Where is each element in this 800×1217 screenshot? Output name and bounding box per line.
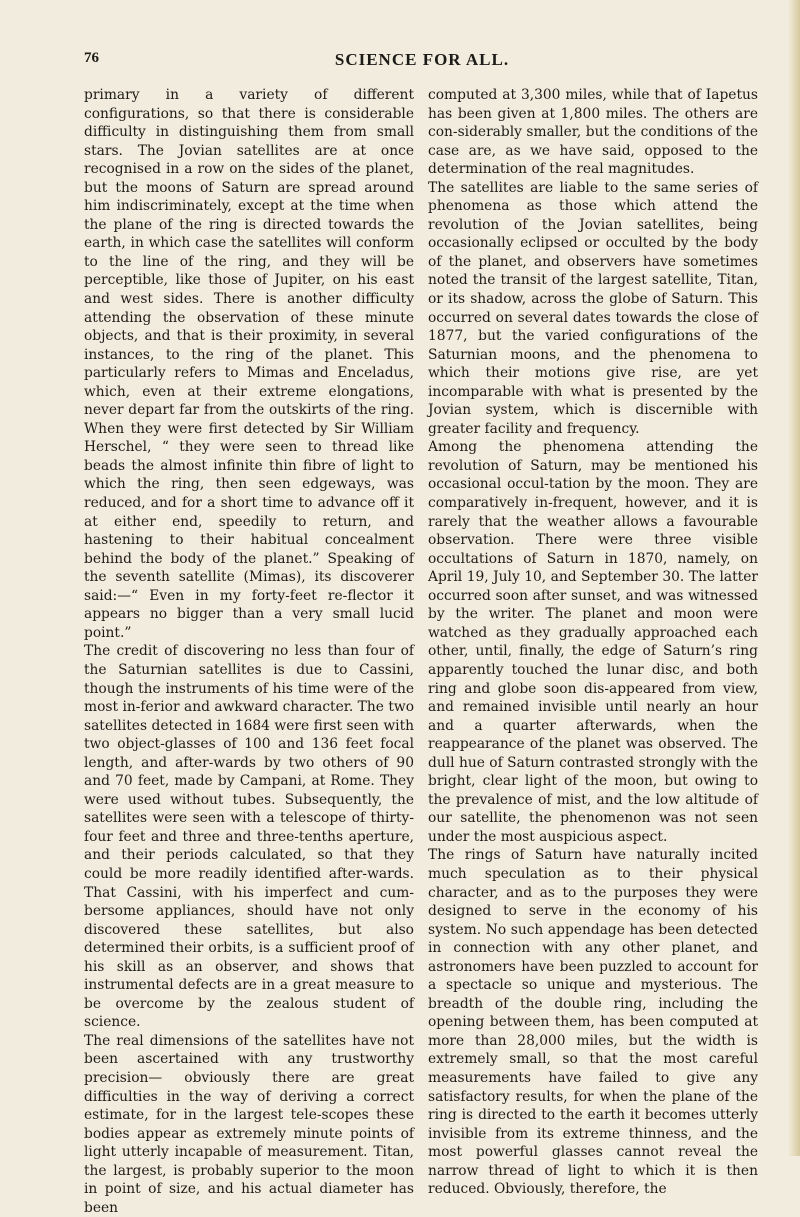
page-edge <box>788 0 800 1156</box>
paragraph: Among the phenomena attending the revolution of Saturn, may be mentioned his occasional occul-tation by the moon. They are comparatively in-frequent, however, and it is rarely that the weather allows a favourable observation. There were three visible occultations of Saturn in 1870, namely, on April 19, July 10, and September 30. The latter occurred soon after sunset, and was witnessed by the writer. The planet and moon were watched as they gradually approached each other, until, finally, the edge of Saturn’s ring apparently touched the lunar disc, and both ring and globe soon dis-appeared from view, and remained invisible until nearly an hour and a quarter afterwards, when the reappearance of the planet was observed. The dull hue of Saturn contrasted strongly with the bright, clear light of the moon, but owing to the prevalence of mist, and the low altitude of our satellite, the phenomenon was not seen under the most auspicious aspect. <box>428 439 758 845</box>
right-column <box>428 86 758 1198</box>
paragraph: The satellites are liable to the same series of phenomena as those which attend the revolution of the Jovian satellites, being occasionally eclipsed or occulted by the body of the planet, and observers have sometimes noted the transit of the largest satellite, Titan, or its shadow, across the globe of Saturn. This occurred on several dates towards the close of 1877, but the varied configurations of the Saturnian moons, and the phenomena to which their motions give rise, are yet incomparable with what is presented by the Jovian system, which is discernible with greater facility and frequency. <box>428 179 758 437</box>
paragraph: primary in a variety of different configurations, so that there is considerable difficulty in distinguishing them from small stars. The Jovian satellites are at once recognised in a row on the sides of the planet, but the moons of Saturn are spread around him indiscriminately, except at the time when the plane of the ring is directed towards the earth, in which case the satellites will conform to the line of the ring, and they will be perceptible, like those of Jupiter, on his east and west sides. There is another difficulty attending the observation of these minute objects, and that is their proximity, in several instances, to the ring of the planet. This particularly refers to Mimas and Enceladus, which, even at their extreme elongations, never depart far from the outskirts of the ring. When they were first detected by Sir William Herschel, “ they were seen to thread like beads the almost infinite thin fibre of light to which the ring, then seen edgeways, was reduced, and for a short time to advance off it at either end, speedily to return, and hastening to their habitual concealment behind the body of the planet.” Speaking of the seventh satellite (Mimas), its discoverer said:—“ Even in my forty-feet re-flector it appears no bigger than a very small lucid point.” <box>84 87 414 641</box>
page-number: 76 <box>84 50 99 66</box>
left-column <box>84 86 414 1216</box>
paragraph: computed at 3,300 miles, while that of Iapetus has been given at 1,800 miles. The others are con-siderably smaller, but the conditions of the case are, as we have said, opposed to the determination of the real magnitudes. <box>428 87 758 178</box>
paragraph: The rings of Saturn have naturally incited much speculation as to their physical character, and as to the purposes they were designed to serve in the economy of his system. No such appendage has been detected in connection with any other planet, and astronomers have been puzzled to account for a spectacle so unique and mysterious. The breadth of the double ring, including the opening between them, has been computed at more than 28,000 miles, but the width is extremely small, so that the most careful measurements have failed to give any satisfactory results, for when the plane of the ring is directed to the earth it becomes utterly invisible from its extreme thinness, and the most powerful glasses cannot reveal the narrow thread of light to which it is then reduced. Obviously, therefore, the <box>428 847 758 1198</box>
paragraph: The credit of discovering no less than four of the Saturnian satellites is due to Cassini, though the instruments of his time were of the most in-ferior and awkward character. The two satellites detected in 1684 were first seen with two object-glasses of 100 and 136 feet focal length, and after-wards by two others of 90 and 70 feet, made by Campani, at Rome. They were used without tubes. Subsequently, the satellites were seen with a telescope of thirty-four feet and three and three-tenths aperture, and their periods calculated, so that they could be more readily identified after-wards. That Cassini, with his imperfect and cum-bersome appliances, should have not only discovered these satellites, but also determined their orbits, is a sufficient proof of his skill as an observer, and shows that instrumental defects are in a great measure to be overcome by the zealous student of science. <box>84 643 414 1031</box>
paragraph: The real dimensions of the satellites have not been ascertained with any trustworthy precision— obviously there are great difficulties in the way of deriving a correct estimate, for in the largest tele-scopes these bodies appear as extremely minute points of light utterly incapable of measurement. Titan, the largest, is probably superior to the moon in point of size, and his actual diameter has been <box>84 1032 414 1216</box>
page-header <box>84 50 760 80</box>
running-title: SCIENCE FOR ALL. <box>334 50 510 69</box>
